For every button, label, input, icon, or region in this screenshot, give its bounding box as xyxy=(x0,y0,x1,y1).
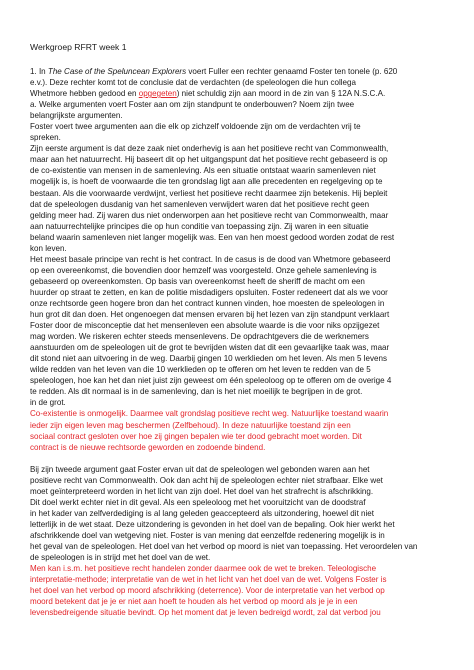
paragraph-gap xyxy=(30,453,444,464)
case-title: The Case of the Speluncean Explorers xyxy=(47,67,187,76)
first-argument-paragraph xyxy=(30,143,444,253)
paragraph-line: afschrikkende doel van wetgeving niet. Foster is van mening dat eenzelfde redenering mogelijk is in xyxy=(30,530,385,540)
red-note-1 xyxy=(30,408,444,452)
paragraph-line: de speleologen is in strijd met het doel van de wet. xyxy=(30,553,211,563)
paragraph-line: de co-existentie van mensen in de samenleving. Als een situatie ontstaat waarin samenleven niet xyxy=(30,166,376,176)
paragraph-line: te redden. Als dit normaal is in de samenleving, dan is het niet moeilijk te begrijpen in de grot. xyxy=(30,387,363,397)
paragraph-line: huurder op straat te zetten, en kan de politie misdadigers opsluiten. Foster redeneert dat als we voor xyxy=(30,287,388,297)
question-line-7: spreken. xyxy=(30,133,61,143)
paragraph-line: dit stond niet aan uitvoering in de weg. Daarbij gingen 10 werklieden om het leven. Als men 5 levens xyxy=(30,354,387,364)
paragraph-line: wilde redden van het leven van die 10 werklieden op te offeren om het leven te redden van de 5 xyxy=(30,365,371,375)
question-line-4: a. Welke argumenten voert Foster aan om zijn standpunt te onderbouwen? Noem zijn twee xyxy=(30,100,355,110)
question-line-5: belangrijkste argumenten. xyxy=(30,111,123,121)
paragraph-line: aan natuurrechtelijke principes die op hun conditie van toepassing zijn. Zij waren in een situatie xyxy=(30,221,369,231)
paragraph-line: positieve recht van Commonwealth. Ook dan acht hij de speleologen echter niet strafbaar. Elke wet xyxy=(30,475,383,485)
paragraph-line: aanstuurden om de speleologen uit de grot te bevrijden wisten dat dit een gevaarlijke taak was, maar xyxy=(30,343,390,353)
paragraph-line: gebaseerd op overeenkomsten. Op basis van overeenkomst heeft de sheriff de macht om een xyxy=(30,276,365,286)
red-note-2 xyxy=(30,563,444,618)
question-number-text: 1. In xyxy=(30,67,48,76)
paragraph-line: Foster door de misconceptie dat het mensenleven een absolute waarde is die voor niks opzijgezet xyxy=(30,321,380,331)
question-line-6: Foster voert twee argumenten aan die elk op zichzelf voldoende zijn om de verdachten vrij te xyxy=(30,122,361,132)
question-line-2: e.v.). Deze rechter komt tot de conclusie dat de verdachten (de speleologen die hun collega xyxy=(30,78,356,88)
note-line: Men kan i.s.m. het positieve recht handelen zonder daarmee ook de wet te breken. Teleologische xyxy=(30,564,377,574)
paragraph-line: Dit doel werkt echter niet in dit geval. Als een speleoloog met het vooruitzicht van de doodstraf xyxy=(30,497,366,507)
paragraph-line: mag worden. We riskeren echter steeds mensenlevens. De opdrachtgevers die de werknemers xyxy=(30,332,369,342)
note-line: contract is de nieuwe rechtsorde geworden en zodoende bindend. xyxy=(30,442,266,452)
paragraph-line: het geval van de speleologen. Het doel van het verbod op moord is niet van toepassing. Het veroordelen van xyxy=(30,541,418,551)
paragraph-line: bestaan. Als die voorwaarde verdwijnt, verliest het positieve recht daarmee zijn betekenis. Hij bepleit xyxy=(30,188,388,198)
paragraph-line: mogelijk is, is hoeft de voorwaarde die ten grondslag ligt aan alle precedenten en regelgeving op te xyxy=(30,177,383,187)
paragraph-line: in de grot. xyxy=(30,398,66,408)
paragraph-line: hun grot dit dan doen. Het ongenoegen dat mensen ervaren bij het lezen van zijn standpunt verklaart xyxy=(30,310,390,320)
question-paragraph xyxy=(30,66,444,143)
paragraph-line: onze rechtsorde geen hogere bron dan het contract kunnen vinden, hoe moesten de speleologen in xyxy=(30,298,385,308)
paragraph-line: kon leven. xyxy=(30,243,67,253)
paragraph-line: dat de speleologen dusdanig van het samenleven verwijdert waren dat het positieve recht geen xyxy=(30,199,370,209)
paragraph-line: letterlijk in de wet staat. Deze uitzondering is gevonden in het doel van de bepaling. Ook hier werkt het xyxy=(30,519,395,529)
note-line: moord betekent dat je je er niet aan hoeft te houden als het verbod op moord als je je in een xyxy=(30,597,358,607)
note-line: sociaal contract gesloten over hoe zij gingen bepalen wie ter dood gebracht moet worden. Dit xyxy=(30,431,362,441)
paragraph-line: beland waarin samenleven niet langer mogelijk was. Een van hen moest gedood worden zodat de rest xyxy=(30,232,395,242)
question-line-3-tail: ) niet schuldig zijn aan moord in de zin van § 12A N.S.C.A. xyxy=(176,89,386,99)
paragraph-line: speleologen, hoe kan het dan niet juist zijn geweest om één speleoloog op te offeren om de overige 4 xyxy=(30,376,392,386)
paragraph-line: moet geïnterpreteerd worden in het licht van zijn doel. Het doel van het strafrecht is afschrikking. xyxy=(30,486,374,496)
paragraph-line: maar aan het natuurrecht. Hij baseert dit op het uitgangspunt dat het positieve recht gebaseerd is op xyxy=(30,155,388,165)
contract-paragraph xyxy=(30,254,444,409)
question-line-1 xyxy=(30,66,444,77)
second-argument-paragraph xyxy=(30,464,444,563)
paragraph-line: Het meest basale principe van recht is het contract. In de casus is de dood van Whetmore gebaseerd xyxy=(30,254,391,264)
paragraph-line: op een overeenkomst, die bovendien door hemzelf was voorgesteld. Onze gehele samenleving is xyxy=(30,265,377,275)
question-line-3-head: Whetmore hebben gedood en xyxy=(30,89,139,99)
paragraph-line: Bij zijn tweede argument gaat Foster ervan uit dat de speleologen wel gebonden waren aan het xyxy=(30,464,370,474)
paragraph-line: gelding meer had. Zij waren dus niet onderworpen aan het positieve recht van Commonwealth, maar xyxy=(30,210,389,220)
note-line: ieder zijn eigen leven mag beschermen (Zelfbehoud). In deze natuurlijke toestand zijn een xyxy=(30,420,351,430)
paragraph-line: in het kader van zelfverdediging is al lang geleden geaccepteerd als uitzondering, hoewel dit niet xyxy=(30,508,375,518)
note-line: Co-existentie is onmogelijk. Daarmee valt grondslag positieve recht weg. Natuurlijke toestand waarin xyxy=(30,409,389,419)
note-line: levensbedreigende situatie bevindt. Op het moment dat je leven bedreigd wordt, zal dat verbod jou xyxy=(30,608,381,618)
note-line: het doel van het verbod op moord afschrikking (deterrence). Voor de interpretatie van het verbod op xyxy=(30,586,385,596)
question-line-3 xyxy=(30,88,444,99)
paragraph-line: Zijn eerste argument is dat deze zaak niet onderhevig is aan het positieve recht van Commonwealth, xyxy=(30,144,389,154)
highlighted-word: opgegeten xyxy=(138,89,177,99)
question-line-1-tail: voert Fuller een rechter genaamd Foster ten tonele (p. 620 xyxy=(186,67,398,76)
document-title: Werkgroep RFRT week 1 xyxy=(30,42,127,52)
note-line: interpretatie-methode; interpretatie van de wet in het licht van het doel van de wet. Volgens Foster is xyxy=(30,575,387,585)
